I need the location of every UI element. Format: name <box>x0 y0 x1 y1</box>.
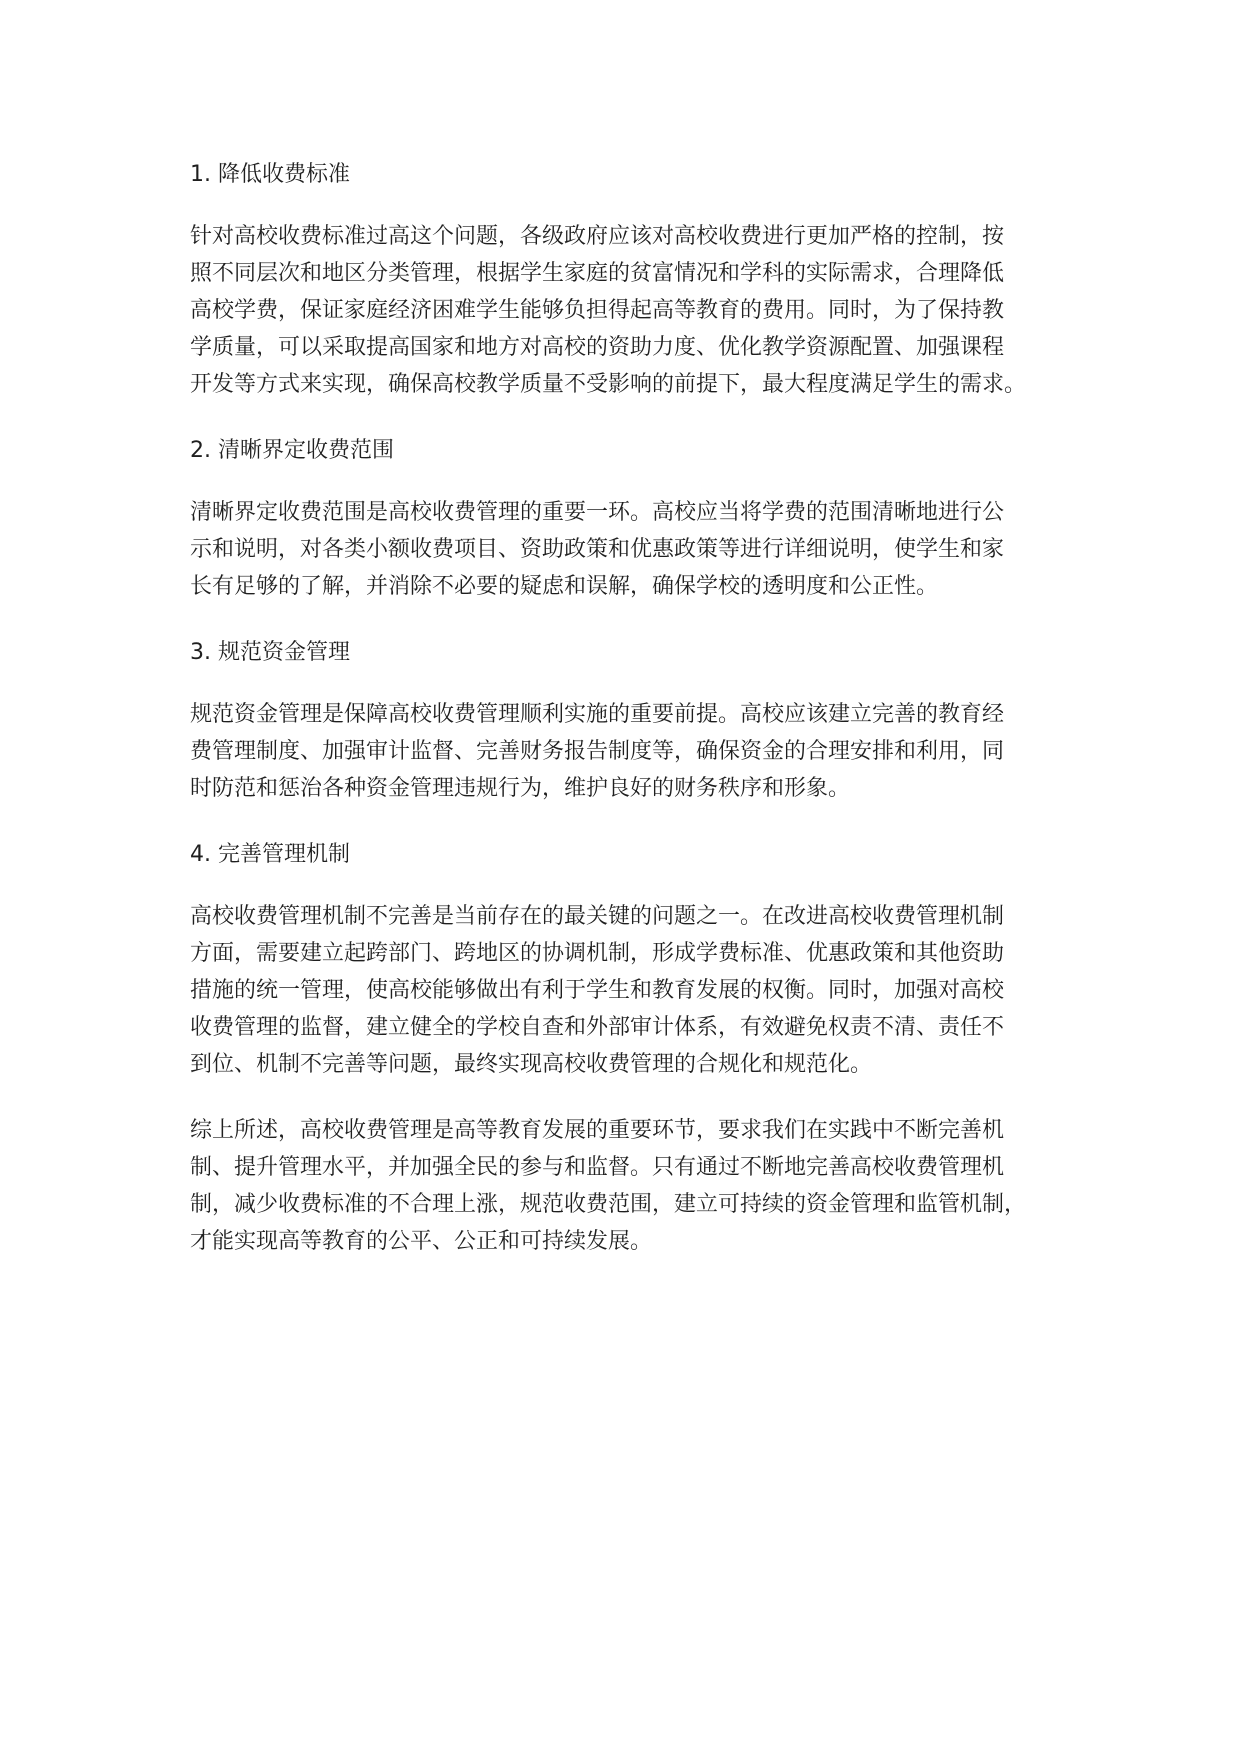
section-1-paragraph <box>190 218 1075 403</box>
text-line: 照不同层次和地区分类管理，根据学生家庭的贫富情况和学科的实际需求，合理降低 <box>190 261 1005 286</box>
section-4-heading: 4. 完善管理机制 <box>190 842 350 867</box>
text-line: 开发等方式来实现，确保高校教学质量不受影响的前提下，最大程度满足学生的需求。 <box>190 372 1027 397</box>
text-line: 收费管理的监督，建立健全的学校自查和外部审计体系，有效避免权责不清、责任不 <box>190 1015 1005 1040</box>
text-line: 方面，需要建立起跨部门、跨地区的协调机制，形成学费标准、优惠政策和其他资助 <box>190 941 1005 966</box>
text-line: 综上所述，高校收费管理是高等教育发展的重要环节，要求我们在实践中不断完善机 <box>190 1118 1005 1143</box>
text-line: 才能实现高等教育的公平、公正和可持续发展。 <box>190 1229 653 1254</box>
text-line: 措施的统一管理，使高校能够做出有利于学生和教育发展的权衡。同时，加强对高校 <box>190 978 1005 1003</box>
text-line: 到位、机制不完善等问题，最终实现高校收费管理的合规化和规范化。 <box>190 1052 873 1077</box>
section-3-paragraph <box>190 696 1075 807</box>
text-line: 学质量，可以采取提高国家和地方对高校的资助力度、优化教学资源配置、加强课程 <box>190 335 1005 360</box>
text-line: 高校收费管理机制不完善是当前存在的最关键的问题之一。在改进高校收费管理机制 <box>190 904 1005 929</box>
text-line: 制、提升管理水平，并加强全民的参与和监督。只有通过不断地完善高校收费管理机 <box>190 1155 1005 1180</box>
section-2-paragraph <box>190 494 1075 605</box>
text-line: 清晰界定收费范围是高校收费管理的重要一环。高校应当将学费的范围清晰地进行公 <box>190 500 1005 525</box>
text-line: 制，减少收费标准的不合理上涨，规范收费范围，建立可持续的资金管理和监管机制， <box>190 1192 1027 1217</box>
text-line: 时防范和惩治各种资金管理违规行为，维护良好的财务秩序和形象。 <box>190 776 851 801</box>
text-line: 高校学费，保证家庭经济困难学生能够负担得起高等教育的费用。同时，为了保持教 <box>190 298 1005 323</box>
text-line: 费管理制度、加强审计监督、完善财务报告制度等，确保资金的合理安排和利用，同 <box>190 739 1005 764</box>
text-line: 示和说明，对各类小额收费项目、资助政策和优惠政策等进行详细说明，使学生和家 <box>190 537 1005 562</box>
text-line: 针对高校收费标准过高这个问题，各级政府应该对高校收费进行更加严格的控制，按 <box>190 224 1005 249</box>
section-4-paragraph <box>190 898 1075 1083</box>
section-1-heading: 1. 降低收费标准 <box>190 162 350 187</box>
text-line: 规范资金管理是保障高校收费管理顺利实施的重要前提。高校应该建立完善的教育经 <box>190 702 1005 727</box>
section-3-heading: 3. 规范资金管理 <box>190 640 350 665</box>
conclusion-paragraph <box>190 1112 1075 1260</box>
text-line: 长有足够的了解，并消除不必要的疑虑和误解，确保学校的透明度和公正性。 <box>190 574 939 599</box>
section-2-heading: 2. 清晰界定收费范围 <box>190 438 394 463</box>
document-body <box>190 156 1075 1289</box>
